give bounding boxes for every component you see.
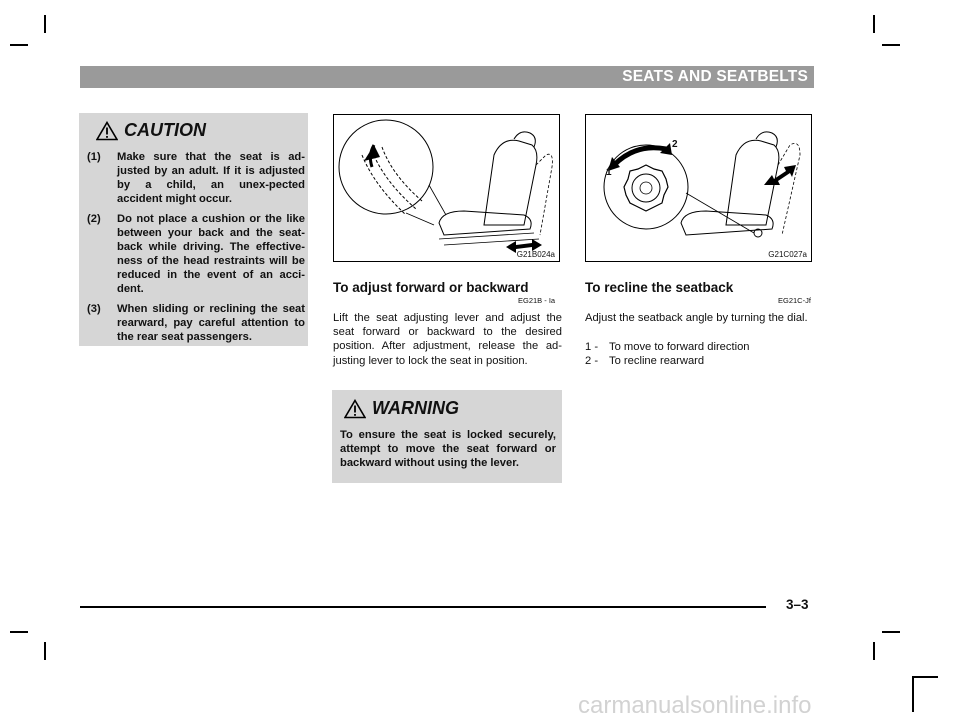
crop-mark [44,15,46,33]
recline-paragraph: Adjust the seatback angle by turning the dial. [585,312,808,324]
adjust-paragraph: Lift the seat adjusting lever and adjust the seat forward or backward to the desired position. After adjustment, release the ad-justing lever to lock the seat in position. [333,312,562,367]
crop-mark [873,15,875,33]
caution-box [79,113,308,346]
caution-item-text: Make sure that the seat is ad-justed by an adult. If it is adjusted by a child, an unex-pected accident might occur. [117,151,305,205]
footer-rule [80,606,766,608]
crop-mark [912,676,914,712]
recline-step [585,354,750,368]
section-header-bar [80,66,814,88]
caution-item [87,150,305,206]
crop-mark [44,642,46,660]
crop-mark [10,631,28,633]
crop-mark [10,44,28,46]
figure-code: G21C027a [768,250,807,259]
caution-item-number: (1) [87,151,101,163]
caution-heading [96,120,206,141]
seat-recline-drawing [586,115,812,262]
page-number: 3–3 [786,597,809,612]
caution-item [87,302,305,344]
recline-step-text: To move to forward direction [609,341,750,353]
seat-recline-illustration [585,114,812,262]
seat-slide-illustration [333,114,560,262]
recline-steps [585,340,750,368]
recline-step-text: To recline rearward [609,355,705,367]
caution-item-text: When sliding or reclining the seat rearward, pay careful attention to the rear seat passengers. [117,303,305,343]
crop-mark [912,676,938,678]
caution-item-text: Do not place a cushion or the like between your back and the seat-back while driving. The effective-ness of the head restraints will be reduced in the event of an acci-dent. [117,213,305,295]
recline-heading: To recline the seatback [585,280,734,295]
recline-step [585,340,750,354]
watermark: carmanualsonline.info [578,692,812,719]
seat-slide-drawing [334,115,560,262]
caution-title: CAUTION [124,120,206,140]
caution-item-number: (2) [87,213,101,225]
recline-code: EG21C-Jf [778,296,811,305]
caution-item-number: (3) [87,303,101,315]
crop-mark [882,44,900,46]
figure-label-2: 2 [672,139,678,150]
warning-triangle-icon [344,399,366,419]
warning-box [332,390,562,483]
caution-item [87,212,305,296]
adjust-code: EG21B - Ia [518,296,556,305]
warning-title: WARNING [372,398,459,418]
warning-text: To ensure the seat is locked securely, attempt to move the seat forward or backward without using the lever. [340,429,556,469]
crop-mark [873,642,875,660]
recline-step-number: 2 - [585,355,599,367]
adjust-heading: To adjust forward or backward [333,280,529,295]
figure-code: G21B024a [516,250,555,259]
crop-mark [882,631,900,633]
section-title: SEATS AND SEATBELTS [622,68,808,85]
caution-list [87,150,305,350]
figure-label-1: 1 [606,167,612,178]
warning-heading [344,398,459,419]
warning-triangle-icon [96,121,118,141]
recline-step-number: 1 - [585,341,599,353]
